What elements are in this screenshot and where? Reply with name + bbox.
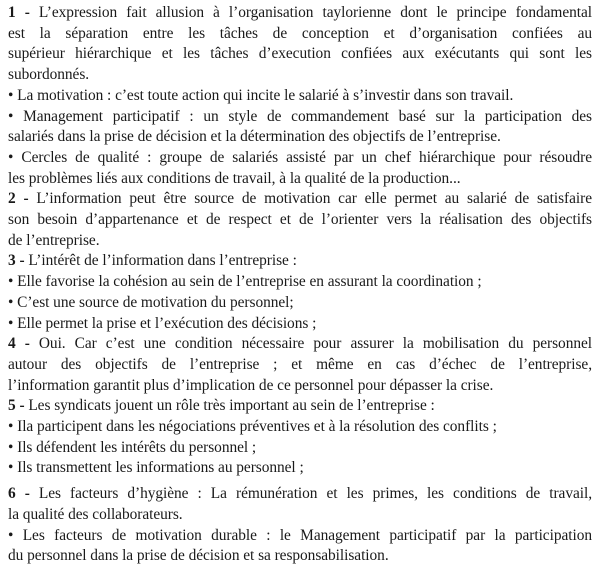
doc-line: • La motivation : c’est toute action qui incite le salarié à s’investir dans son travail.: [8, 86, 514, 104]
question-number: 3 ‑: [8, 252, 25, 270]
doc-line: 1 ‑ L’expression fait allusion à l’organisation taylorienne dont le principe fondamental: [8, 4, 592, 21]
doc-line: est la séparation entre les tâches de conception et d’organisation confiées au: [8, 24, 592, 42]
question-number: 2 ‑: [8, 190, 29, 208]
doc-line: • Elle favorise la cohésion au sein de l’entreprise en assurant la coordination ;: [8, 273, 482, 291]
doc-line: supérieur hiérarchique et les tâches d’execution confiées aux exécutants qui sont les: [8, 45, 592, 63]
doc-line: • Ils transmettent les informations au personnel ;: [8, 459, 304, 477]
doc-line: subordonnés.: [8, 66, 90, 84]
doc-line: • Ila participent dans les négociations préventives et à la résolution des conflits ;: [8, 418, 497, 436]
doc-line: • Cercles de qualité : groupe de salariés assisté par un chef hiérarchique pour résoudre: [8, 148, 592, 166]
doc-line: 4 ‑ Oui. Car c’est une condition nécessaire pour assurer la mobilisation du personnel: [8, 335, 592, 353]
question-number: 4 ‑: [8, 335, 30, 353]
question-number: 1 ‑: [8, 4, 30, 21]
doc-line: l’information garantit plus d’implication de ce personnel pour dépasser la crise.: [8, 376, 494, 394]
question-number: 5 ‑: [8, 397, 25, 415]
doc-line: son besoin d’appartenance et de respect et de l’orienter vers la réalisation des objectifs: [8, 211, 592, 229]
doc-line: 2 ‑ L’information peut être source de motivation car elle permet au salarié de satisfaire: [8, 190, 592, 208]
question-number: 6 ‑: [8, 485, 30, 503]
doc-line: autour des objectifs de l’entreprise ; et même en cas d’échec de l’entreprise,: [8, 355, 592, 373]
doc-line: • Les facteurs de motivation durable : le Management participatif par la participation: [8, 526, 592, 544]
doc-line: • Management participatif : un style de commandement basé sur la participation des: [8, 107, 592, 125]
doc-line: salariés dans la prise de décision et la détermination des objectifs de l’entreprise.: [8, 128, 501, 146]
doc-line: • Ils défendent les intérêts du personnel ;: [8, 438, 257, 456]
doc-line: les problèmes liés aux conditions de travail, à la qualité de la production...: [8, 169, 461, 187]
doc-line: 6 ‑ Les facteurs d’hygiène : La rémunération et les primes, les conditions de travail,: [8, 485, 592, 503]
doc-line: de l’entreprise.: [8, 231, 100, 249]
doc-line: • Elle permet la prise et l’exécution des décisions ;: [8, 314, 317, 332]
doc-line: 3 ‑ L’intérêt de l’information dans l’entreprise :: [8, 252, 297, 270]
doc-line: la qualité des collaborateurs.: [8, 505, 183, 523]
doc-line: • C’est une source de motivation du personnel;: [8, 293, 294, 311]
doc-line: 5 ‑ Les syndicats jouent un rôle très important au sein de l’entreprise :: [8, 397, 435, 415]
doc-line: du personnel dans la prise de décision et sa responsabilisation.: [8, 547, 389, 565]
